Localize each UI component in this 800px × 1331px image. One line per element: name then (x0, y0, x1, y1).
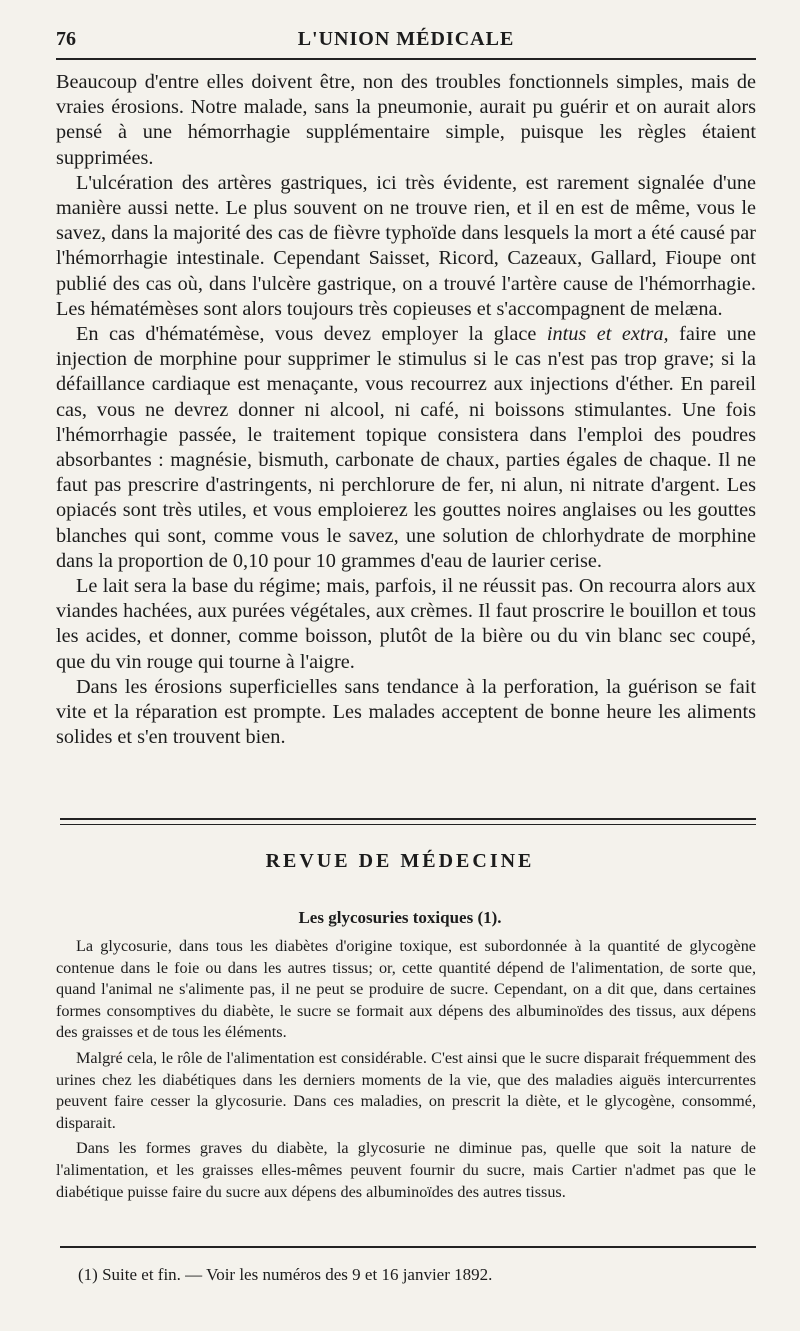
section-divider (60, 818, 756, 825)
section-title: REVUE DE MÉDECINE (265, 850, 535, 872)
journal-title: L'UNION MÉDICALE (297, 28, 515, 50)
paragraph: L'ulcération des artères gastriques, ici très évidente, est rarement signalée d'une manière aussi nette. Le plus souvent on ne trouve rien, et il en est de même, vous le savez, dans la majorité des cas de fièvre typhoïde dans lesquels la mort a été causé par l'hémorrhagie intestinale. Cependant Saisset, Ricord, Cazeaux, Gallard, Fioupe ont publié des cas où, dans l'ulcère gastrique, on a trouvé l'artère cause de l'hémorrhagie. Les hématémèses sont alors toujours très copieuses et s'accompagnent de melæna. (56, 171, 756, 320)
article-title: Les glycosuries toxiques (1). (298, 908, 502, 927)
article-text (56, 936, 756, 1207)
paragraph: La glycosurie, dans tous les diabètes d'origine toxique, est subordonnée à la quantité de glycogène contenue dans le foie ou dans les autres tissus; or, cette quantité dépend de l'alimentation, de sorte que, quand l'animal ne s'alimente pas, il ne peut se produire de sucre. Cependant, on a dit que, dans certaines formes consomptives du diabète, le sucre se formait aux dépens des albuminoïdes des tissus, aux dépens des graisses et de tous les éléments. (56, 937, 756, 1042)
italic-phrase: intus et extra, (546, 323, 669, 346)
page-number: 76 (56, 28, 76, 50)
paragraph (56, 322, 756, 574)
paragraph-text: faire une injection de morphine pour supprimer le stimulus si le cas n'est pas trop grave; si la défaillance cardiaque est menaçante, vous recourrez aux injections d'éther. En pareil cas, vous ne devrez donner ni alcool, ni café, ni boissons stimulantes. Une fois l'hémorrhagie passée, le traitement topique consistera dans l'emploi des poudres absorbantes : magnésie, bismuth, carbonate de chaux, parties égales de chaque. Il ne faut pas prescrire d'astringents, ni perchlorure de fer, ni alun, ni nitrate d'argent. Les opiacés sont très utiles, et vous emploierez les gouttes noires anglaises ou les gouttes blanches qui sont, comme vous le savez, une solution de chlorhydrate de morphine dans la proportion de 0,10 pour 10 grammes d'eau de laurier cerise. (56, 323, 756, 572)
paragraph-text: En cas d'hématémèse, vous devez employer la glace (76, 323, 547, 346)
footnote-rule (60, 1246, 756, 1248)
paragraph: Dans les formes graves du diabète, la glycosurie ne diminue pas, quelle que soit la nature de l'alimentation, et les graisses elles-mêmes peuvent fournir du sucre, mais Cartier n'admet pas que le diabétique puisse faire du sucre aux dépens des albuminoïdes des autres tissus. (56, 1139, 756, 1201)
footnote: (1) Suite et fin. — Voir les numéros des 9 et 16 janvier 1892. (78, 1265, 493, 1284)
paragraph: Malgré cela, le rôle de l'alimentation est considérable. C'est ainsi que le sucre disparait fréquemment des urines chez les diabétiques dans les derniers moments de la vie, que des maladies aiguës intercurrentes peuvent faire cesser la glycosurie. Dans ces maladies, on prescrit la diète, et le glycogène, consommé, disparait. (56, 1048, 756, 1132)
main-text (56, 70, 756, 750)
paragraph: Le lait sera la base du régime; mais, parfois, il ne réussit pas. On recourra alors aux viandes hachées, aux purées végétales, aux crèmes. Il faut proscrire le bouillon et tous les acides, et donner, comme boisson, plutôt de la bière ou du vin blanc sec coupé, que du vin rouge qui tourne à l'aigre. (56, 575, 756, 673)
paragraph: Beaucoup d'entre elles doivent être, non des troubles fonctionnels simples, mais de vraies érosions. Notre malade, sans la pneumonie, aurait pu guérir et on aurait alors pensé à une hémorrhagie supplémentaire simple, puisque les règles étaient supprimées. (56, 71, 756, 169)
page-header (56, 24, 756, 54)
paragraph: Dans les érosions superficielles sans tendance à la perforation, la guérison se fait vite et la réparation est prompte. Les malades acceptent de bonne heure les aliments solides et s'en trouvent bien. (56, 675, 756, 749)
header-rule (56, 58, 756, 60)
